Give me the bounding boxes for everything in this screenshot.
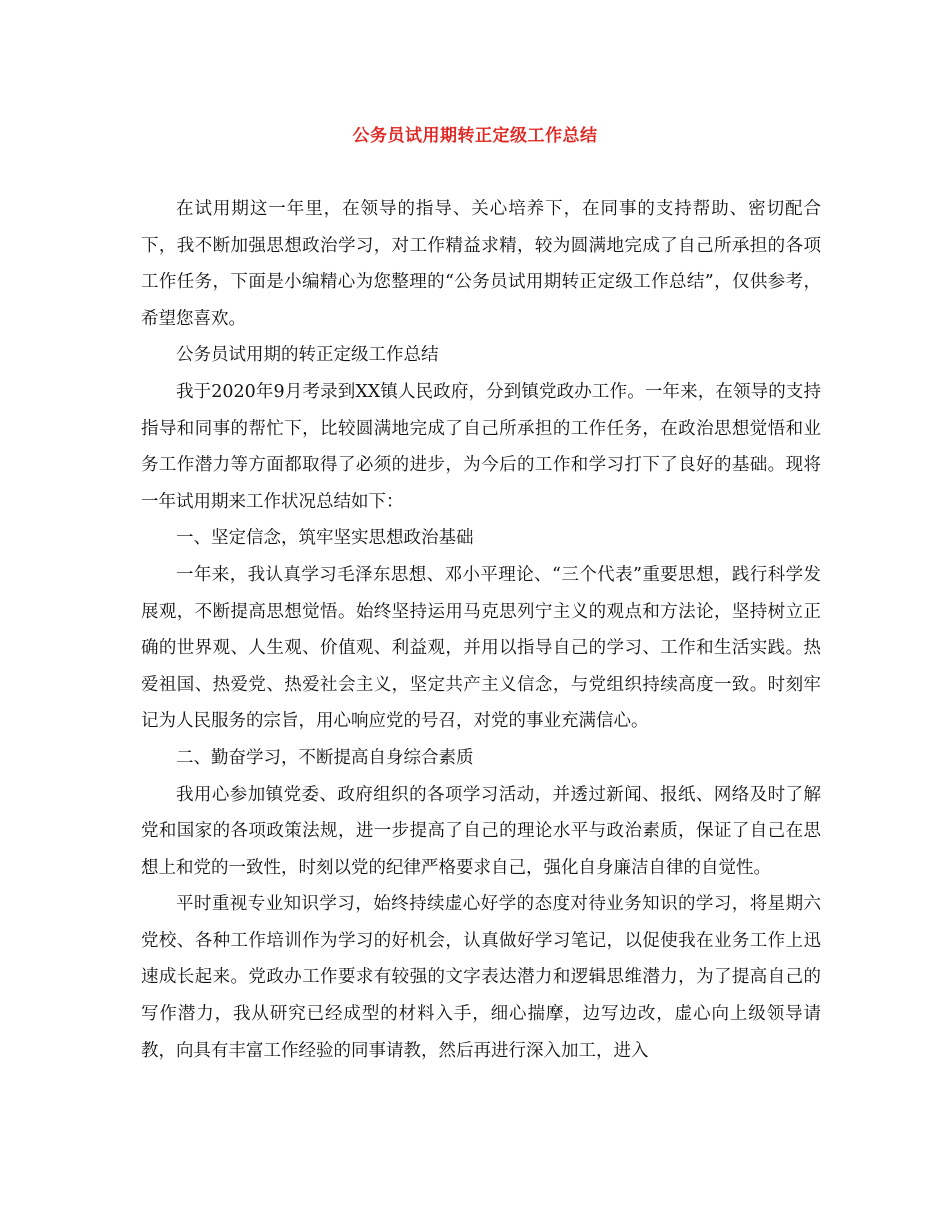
section-2-paragraph-2: 平时重视专业知识学习，始终持续虚心好学的态度对待业务知识的学习，将星期六党校、各种工作培训作为学习的好机会，认真做好学习笔记，以促使我在业务工作上迅速成长起来。党政办工作要求有较强的文字表达潜力和逻辑思维潜力，为了提高自己的写作潜力，我从研究已经成型的材料入手，细心揣摩，边写边改，虚心向上级领导请教，向具有丰富工作经验的同事请教，然后再进行深入加工，进入	[141, 894, 821, 1061]
section-heading-2: 二、勤奋学习，不断提高自身综合素质	[176, 747, 474, 768]
background-paragraph: 我于2020年9月考录到XX镇人民政府，分到镇党政办工作。一年来，在领导的支持指导和同事的帮忙下，比较圆满地完成了自己所承担的工作任务，在政治思想觉悟和业务工作潜力等方面都取得了必须的进步，为今后的工作和学习打下了良好的基础。现将一年试用期来工作状况总结如下：	[141, 381, 821, 512]
intro-paragraph: 在试用期这一年里，在领导的指导、关心培养下，在同事的支持帮助、密切配合下，我不断加强思想政治学习，对工作精益求精，较为圆满地完成了自己所承担的各项工作任务，下面是小编精心为您整理的“公务员试用期转正定级工作总结”，仅供参考，希望您喜欢。	[141, 199, 821, 329]
section-heading-1: 一、坚定信念，筑牢坚实思想政治基础	[176, 528, 474, 549]
document-body	[141, 191, 821, 1069]
subtitle-paragraph: 公务员试用期的转正定级工作总结	[176, 345, 439, 366]
section-2-paragraph-1: 我用心参加镇党委、政府组织的各项学习活动，并透过新闻、报纸、网络及时了解党和国家的各项政策法规，进一步提高了自己的理论水平与政治素质，保证了自己在思想上和党的一致性，时刻以党的纪律严格要求自己，强化自身廉洁自律的自觉性。	[141, 784, 821, 878]
document-title: 公务员试用期转正定级工作总结	[352, 126, 598, 146]
section-1-paragraph: 一年来，我认真学习毛泽东思想、邓小平理论、“三个代表”重要思想，践行科学发展观，不断提高思想觉悟。始终坚持运用马克思列宁主义的观点和方法论，坚持树立正确的世界观、人生观、价值观、利益观，并用以指导自己的学习、工作和生活实践。热爱祖国、热爱党、热爱社会主义，坚定共产主义信念，与党组织持续高度一致。时刻牢记为人民服务的宗旨，用心响应党的号召，对党的事业充满信心。	[141, 564, 821, 732]
